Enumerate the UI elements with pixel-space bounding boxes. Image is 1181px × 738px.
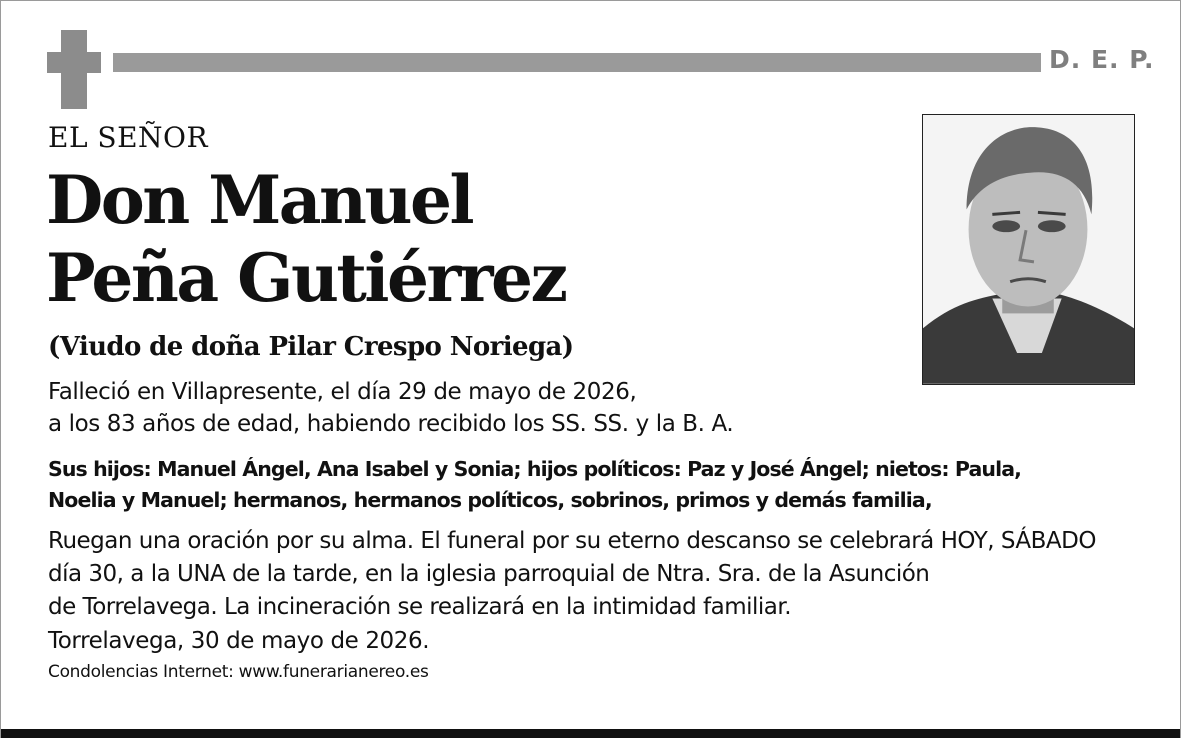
portrait-icon [923, 115, 1134, 384]
name-line-2: Peña Gutiérrez [46, 239, 566, 317]
funeral-details [48, 525, 1096, 624]
header-rule [113, 53, 1041, 72]
family-line-1: Sus hijos: Manuel Ángel, Ana Isabel y Sonia; hijos políticos: Paz y José Ángel; nietos: Paula, [48, 457, 1022, 481]
family-list [48, 454, 1021, 516]
death-details [48, 376, 733, 440]
dep-label: D. E. P. [1049, 45, 1155, 74]
name-line-1: Don Manuel [46, 161, 473, 239]
prayer-line-1: Ruegan una oración por su alma. El funeral por su eterno descanso se celebrará HOY, SÁBADO [48, 528, 1096, 554]
place-date: Torrelavega, 30 de mayo de 2026. [48, 628, 430, 654]
widow-note: (Viudo de doña Pilar Crespo Noriega) [48, 332, 574, 362]
family-line-2: Noelia y Manuel; hermanos, hermanos políticos, sobrinos, primos y demás familia, [48, 488, 932, 512]
portrait-photo [922, 114, 1135, 385]
condolences-url: Condolencias Internet: www.funerarianereo.es [48, 662, 429, 682]
title-prefix: EL SEÑOR [48, 121, 209, 154]
prayer-line-2: día 30, a la UNA de la tarde, en la iglesia parroquial de Ntra. Sra. de la Asunción [48, 561, 930, 587]
death-line-2: a los 83 años de edad, habiendo recibido los SS. SS. y la B. A. [48, 411, 734, 437]
death-line-1: Falleció en Villapresente, el día 29 de mayo de 2026, [48, 379, 637, 405]
cross-icon-horizontal [47, 52, 101, 73]
bottom-border [1, 729, 1180, 738]
prayer-line-3: de Torrelavega. La incineración se realizará en la intimidad familiar. [48, 594, 792, 620]
deceased-name [46, 161, 566, 317]
